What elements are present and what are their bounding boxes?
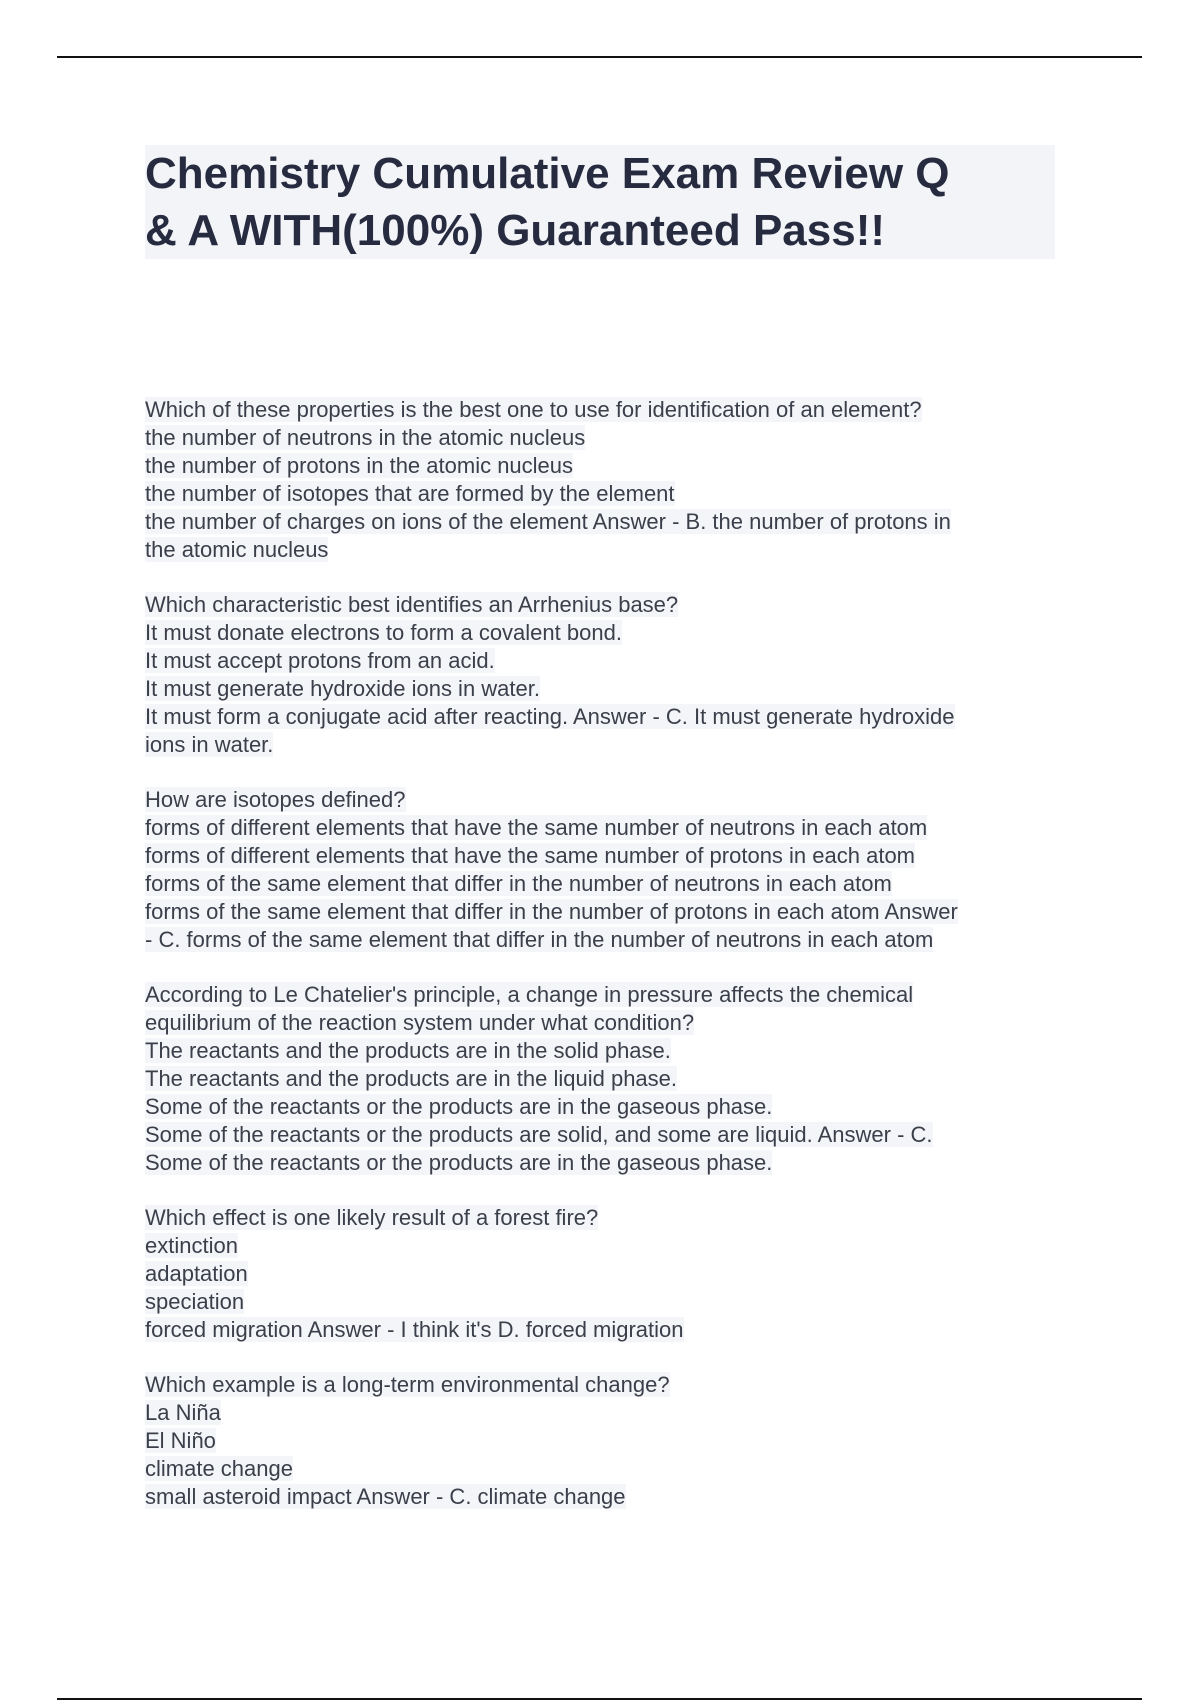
question-text: Which characteristic best identifies an Arrhenius base? [145,592,679,617]
answer-option: Some of the reactants or the products are in the gaseous phase. [145,1094,773,1119]
title-line: Chemistry Cumulative Exam Review Q [145,149,950,198]
answer-option: speciation [145,1289,245,1314]
question-text: Which of these properties is the best one to use for identification of an element? [145,397,922,422]
answer-option: The reactants and the products are in the liquid phase. [145,1066,678,1091]
answer-text: the atomic nucleus [145,537,329,562]
answer-option: forms of different elements that have the same number of protons in each atom [145,843,916,868]
answer-text: ions in water. [145,732,274,757]
question-block [145,786,1070,954]
answer-option: It must form a conjugate acid after reacting. Answer - C. It must generate hydroxide [145,704,955,729]
question-text: equilibrium of the reaction system under what condition? [145,1010,695,1035]
question-block [145,1204,1070,1344]
answer-option: the number of neutrons in the atomic nucleus [145,425,586,450]
answer-option: Some of the reactants or the products are solid, and some are liquid. Answer - C. [145,1122,933,1147]
answer-option: adaptation [145,1261,248,1286]
answer-option: El Niño [145,1428,216,1453]
question-block [145,591,1070,759]
document-title [145,145,1055,259]
question-text: Which example is a long-term environmental change? [145,1372,670,1397]
answer-option: forms of the same element that differ in the number of neutrons in each atom [145,871,892,896]
title-line: & A WITH(100%) Guaranteed Pass!! [145,206,886,255]
question-block [145,981,1070,1177]
question-block [145,396,1070,564]
answer-option: small asteroid impact Answer - C. climate change [145,1484,626,1509]
answer-option: climate change [145,1456,293,1481]
answer-text: - C. forms of the same element that differ in the number of neutrons in each atom [145,927,934,952]
question-text: How are isotopes defined? [145,787,406,812]
answer-option: It must donate electrons to form a covalent bond. [145,620,622,645]
answer-option: forms of the same element that differ in the number of protons in each atom Answer [145,899,958,924]
answer-option: the number of charges on ions of the element Answer - B. the number of protons in [145,509,951,534]
top-rule [57,56,1142,58]
answer-option: forms of different elements that have the same number of neutrons in each atom [145,815,928,840]
answer-option: forced migration Answer - I think it's D. forced migration [145,1317,684,1342]
answer-option: the number of protons in the atomic nucleus [145,453,574,478]
answer-option: the number of isotopes that are formed by the element [145,481,675,506]
answer-option: extinction [145,1233,238,1258]
answer-option: The reactants and the products are in the solid phase. [145,1038,671,1063]
answer-option: It must accept protons from an acid. [145,648,495,673]
question-block [145,1371,1070,1511]
answer-option: It must generate hydroxide ions in water. [145,676,540,701]
answer-text: Some of the reactants or the products are in the gaseous phase. [145,1150,773,1175]
question-text: Which effect is one likely result of a forest fire? [145,1205,599,1230]
answer-option: La Niña [145,1400,221,1425]
document-body [145,396,1070,1538]
question-text: According to Le Chatelier's principle, a change in pressure affects the chemical [145,982,914,1007]
